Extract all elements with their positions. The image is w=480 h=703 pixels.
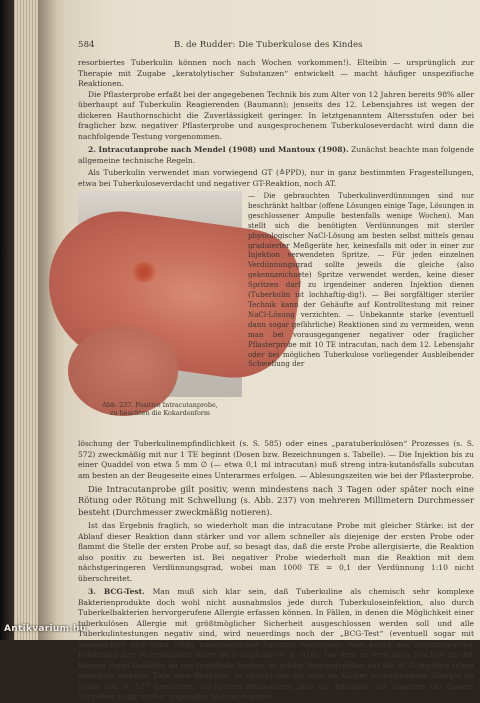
book-spine [0,0,14,640]
running-title: B. de Rudder: Die Tuberkulose des Kindes [174,40,363,50]
paragraph-2: Die Pflasterprobe erfaßt bei der angegebenen Technik bis zum Alter von 12 Jahren bereits 98% aller überhaupt auf Tuberkulin Reagierenden (Baumann); jenseits des 12. Lebensjahres ist wegen der dickeren Hauthornschicht die Zuverlässigkeit geringer. In letztgenanntem Altersstufen oder bei fraglicher bzw. negativer Pflasterprobe und ausgesprochenem Tuberkuloseverdacht wird dann die nachfolgende Testung vorgenommen. [78,89,474,141]
running-header [78,40,474,54]
page-number: 584 [78,40,95,50]
figure-row [78,191,474,439]
section-2-intro-text: Zunächst beachte man folgende allgemeine technische Regeln. [78,145,474,165]
section-2-intro [78,145,474,166]
page-edges [14,0,38,640]
paragraph-after-figure-1: löschung der Tuberkulinempfindlichkeit (s. S. 585) oder eines „paratuberkulösen“ Prozesses (s. S. 572) zweckmäßig mit nur 1 TE beginnt (Dosen bzw. Bezeichnungen s. Tabelle). — Die Injektion bis zu einer Quaddel von etwa 5 mm ∅ (— etwa 0,1 ml intracutan) muß streng intra-kutanösfalls subcutan am besten an der Beugeseite eines Unterarmes erfolgen. — Ablesungszeiten wie bei der Pflasterprobe. [78,439,474,480]
paragraph-after-figure-3: Ist das Ergebnis fraglich, so wiederholt man die intracutane Probe mit gleicher Stärke: ist der Ablauf dieser Reaktion dann stärker und vor allem schneller als diejenige der ersten Probe oder flammt die Stelle der ersten Probe auf, so besagt das, daß die erste Probe allergisierte, die Reaktion also positiv zu bewerten ist. Bei negativer Probe wiederholt man die Reaktion mit dem nächstgeringeren Verdünnungsgrad, wobei man 1000 TE = 0,1 der Verdünnung 1:10 nicht überschreitet. [78,521,474,583]
section-3-heading: 3. BCG-Test. [88,587,145,597]
section-2-heading: 2. Intracutanprobe nach Mendel (1908) und Mantoux (1908). [88,145,349,154]
section-3 [78,587,474,703]
figure-caption: Abb. 237. Positive Intracutanprobe, zu beachten die Kokardenform [102,401,218,417]
figure-abb-237 [78,191,242,429]
paragraph-1: resorbiertes Tuberkulin können noch nach Wochen vorkommen!). Elteibin — ursprünglich zur Therapie mit Zugabe „keratolytischer Substanzen“ entwickelt — macht häufiger unspezifische Reaktionen. [78,58,474,88]
figure-wrap-text: — Die gebrauchten Tuberkulinverdünnungen sind nur beschränkt haltbar (offene Lösungen einige Tage, Lösungen in geschlossener Ampulle bestenfalls wenige Wochen). Man stellt sich die benötigten Verdünnungen mit steriler physiologischer NaCl-Lösung am besten selbst mittels genau graduierter Meßgeräte her, keinesfalls mit oder in einer zur Injektion verwendeten Spritze. — Für jeden einzelnen Verdünnungsgrad sollte jeweils die gleiche (also gekennzeichnete) Spritze verwendet werden, keine dieser Spritzen darf zu irgendeiner anderen Injektion dienen (Tuberkulin ist lochhaftig-dig!). — Bei sorgfältiger steriler Technik kann der Gehäufte auf Kontrolltestung mit reiner NaCl-Lösung verzichten. — Unbekannte starke (eventuell dann sogar gefährliche) Reaktionen sind zu vermeiden, wenn man bei vorausgegangener negativer oder fraglicher Pflasterprobe mit 10 TE intracutan, nach dem 12. Lebensjahr oder bei möglichen Tuberkulose vorliegender Ausbleibender Schwellung der [248,191,474,369]
section-2-paragraph: Als Tuberkulin verwendet man vorwiegend GT (≙PPD), nur in ganz bestimmten Fragestellungen, etwa bei Tuberkuloseverdacht und negativer GT-Reaktion, noch AT. [78,168,474,188]
page-content [78,40,474,703]
section-3-text: Man muß sich klar sein, daß Tuberkuline als chemisch sehr komplexe Bakterienprodukte doch wohl nicht ausnahmslos jede durch Tuberkuloseinfektion, also durch Tuberkelbakterien hervorgerufene Allergie erfassen können. In Fällen, in denen die Möglichkeit einer tuberkulösen Allergie mit größtmöglicher Sicherheit ausgeschlossen werden soll und alle Tuberkulintestungen negativ sind, wird neuerdings noch der „BCG-Test“ (eventuell sogar mit angekochter und dann völlig unbedenklicher Vaccine) empfohlen: man kennt aus millionenfacher Erfahrung den Normalablauf einer BCG-Impfung (s. S. 616), bei dem es erst nach Wochen zu der kleinen Papel-Reaktion an der Impfstelle kommt; er erfolgt demgegenüber auf die BCG-Impfung schon innerhalb weniger Tage eine Reaktion, so spricht das für eine im Körper vorbestandene Allergie im Sinne des S. 577 genannten Kochschen Phänomens, also für Infektion; oft flammen bei diesem Vorgehen sogar vorher angelegte, bislang negative [78,587,474,702]
reaction-spot [132,261,156,283]
watermark: Antikvarium.hu [4,624,87,634]
arm-photo [78,191,242,397]
paragraph-after-figure-2: Die Intracutanprobe gilt positiv, wenn mindestens nach 3 Tagen oder später noch eine Rötung oder Rötung mit Schwellung (s. Abb. 237) von mehreren Millimetern Durchmesser besteht (Durchmesser zweckmäßig notieren). [78,484,474,517]
